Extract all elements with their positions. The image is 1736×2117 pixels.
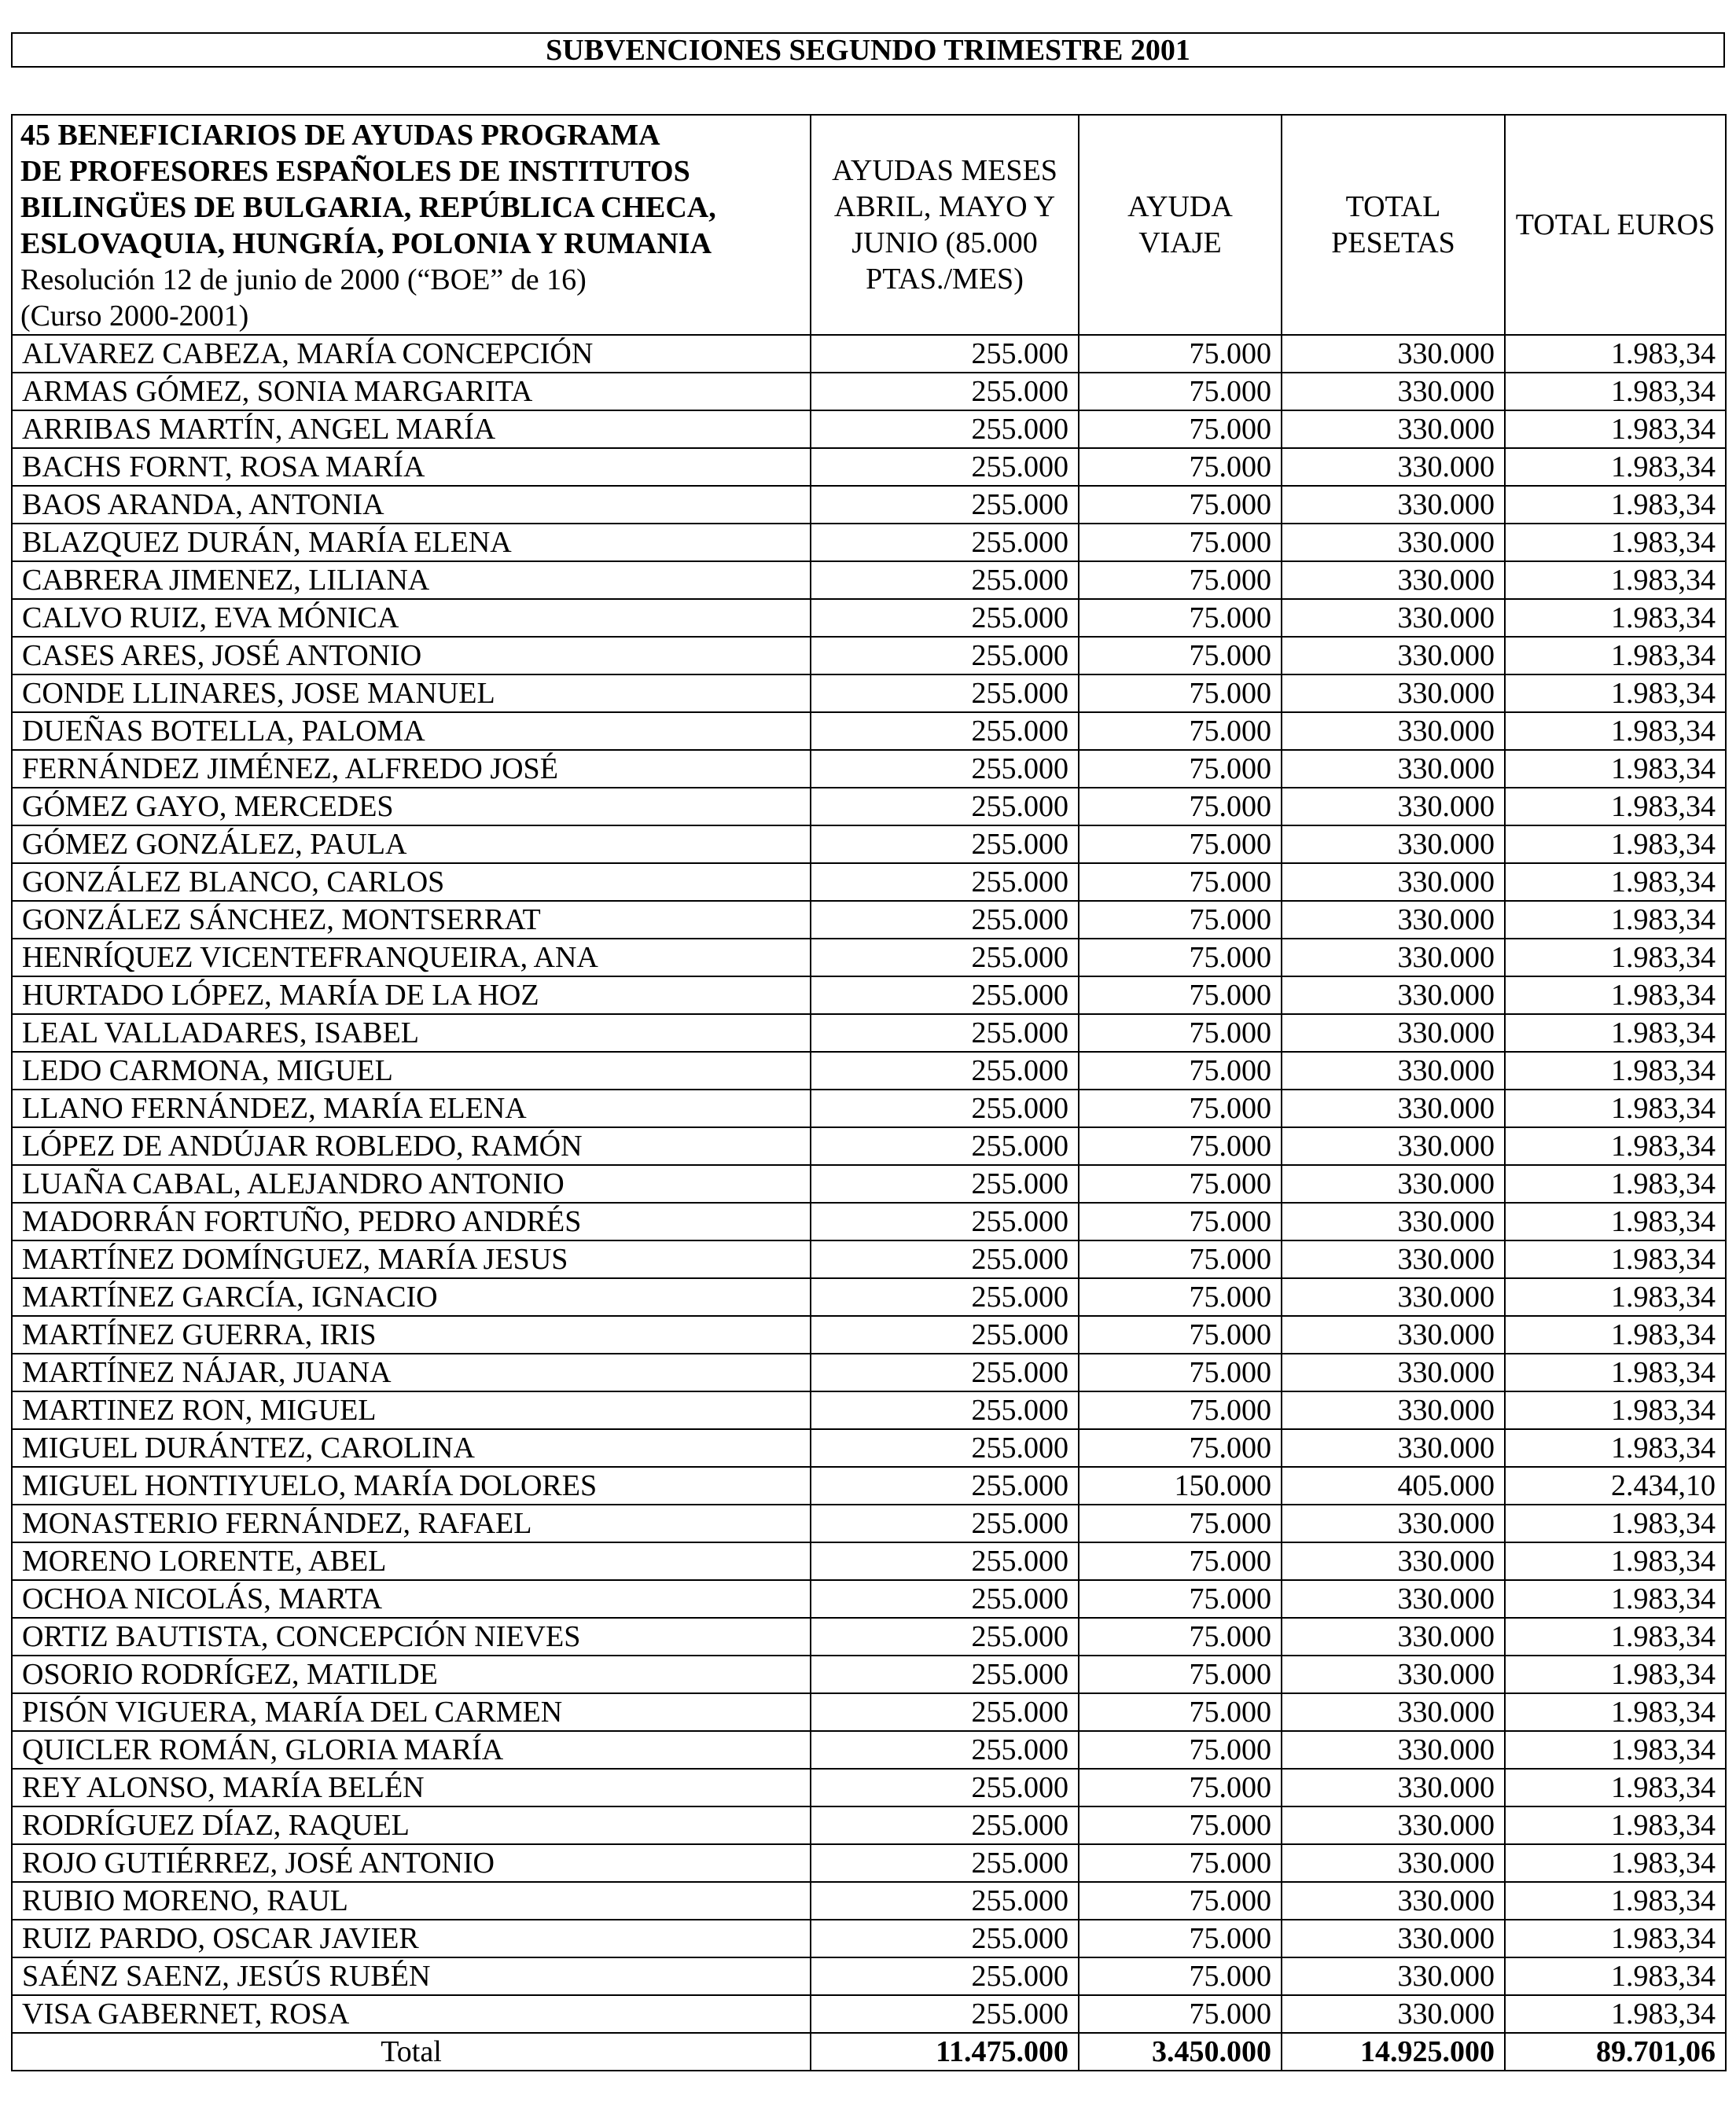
document-title-text: SUBVENCIONES SEGUNDO TRIMESTRE 2001 xyxy=(546,33,1190,67)
euros-value: 1.983,34 xyxy=(1505,599,1726,637)
beneficiary-name: MADORRÁN FORTUÑO, PEDRO ANDRÉS xyxy=(12,1203,811,1240)
pesetas-value: 330.000 xyxy=(1282,561,1505,599)
ayudas-value: 255.000 xyxy=(811,863,1079,901)
viaje-value: 75.000 xyxy=(1079,561,1282,599)
header-description xyxy=(12,115,811,335)
euros-value: 1.983,34 xyxy=(1505,448,1726,486)
viaje-value: 75.000 xyxy=(1079,1203,1282,1240)
viaje-value: 75.000 xyxy=(1079,486,1282,524)
table-row xyxy=(12,1542,1726,1580)
ayudas-value: 255.000 xyxy=(811,1844,1079,1882)
viaje-value: 75.000 xyxy=(1079,448,1282,486)
euros-value: 1.983,34 xyxy=(1505,1920,1726,1957)
euros-value: 1.983,34 xyxy=(1505,1806,1726,1844)
viaje-value: 75.000 xyxy=(1079,637,1282,674)
euros-value: 1.983,34 xyxy=(1505,1542,1726,1580)
beneficiary-name: CASES ARES, JOSÉ ANTONIO xyxy=(12,637,811,674)
viaje-value: 75.000 xyxy=(1079,524,1282,561)
viaje-value: 75.000 xyxy=(1079,1127,1282,1165)
euros-value: 1.983,34 xyxy=(1505,1052,1726,1090)
euros-value: 1.983,34 xyxy=(1505,825,1726,863)
euros-value: 1.983,34 xyxy=(1505,1769,1726,1806)
viaje-value: 75.000 xyxy=(1079,599,1282,637)
beneficiary-name: ORTIZ BAUTISTA, CONCEPCIÓN NIEVES xyxy=(12,1618,811,1656)
header-ayudas-meses: AYUDAS MESES ABRIL, MAYO Y JUNIO (85.000 PTAS./MES) xyxy=(811,115,1079,335)
table-row xyxy=(12,901,1726,939)
viaje-value: 75.000 xyxy=(1079,335,1282,373)
pesetas-value: 330.000 xyxy=(1282,750,1505,788)
euros-value: 1.983,34 xyxy=(1505,1844,1726,1882)
viaje-value: 75.000 xyxy=(1079,674,1282,712)
euros-value: 1.983,34 xyxy=(1505,750,1726,788)
euros-value: 1.983,34 xyxy=(1505,1656,1726,1693)
pesetas-value: 330.000 xyxy=(1282,939,1505,976)
beneficiary-name: ALVAREZ CABEZA, MARÍA CONCEPCIÓN xyxy=(12,335,811,373)
ayudas-value: 255.000 xyxy=(811,788,1079,825)
viaje-value: 75.000 xyxy=(1079,1165,1282,1203)
euros-value: 1.983,34 xyxy=(1505,1580,1726,1618)
beneficiary-name: BAOS ARANDA, ANTONIA xyxy=(12,486,811,524)
euros-value: 1.983,34 xyxy=(1505,1165,1726,1203)
pesetas-value: 330.000 xyxy=(1282,1618,1505,1656)
pesetas-value: 330.000 xyxy=(1282,1052,1505,1090)
beneficiary-name: LEDO CARMONA, MIGUEL xyxy=(12,1052,811,1090)
euros-value: 1.983,34 xyxy=(1505,712,1726,750)
resolution-line: Resolución 12 de junio de 2000 (“BOE” de 16) xyxy=(20,263,587,296)
beneficiary-name: FERNÁNDEZ JIMÉNEZ, ALFREDO JOSÉ xyxy=(12,750,811,788)
pesetas-value: 330.000 xyxy=(1282,1014,1505,1052)
pesetas-value: 330.000 xyxy=(1282,1090,1505,1127)
header-total-euros: TOTAL EUROS xyxy=(1505,115,1726,335)
euros-value: 2.434,10 xyxy=(1505,1467,1726,1505)
table-row xyxy=(12,1165,1726,1203)
beneficiary-name: MIGUEL DURÁNTEZ, CAROLINA xyxy=(12,1429,811,1467)
table-row xyxy=(12,1844,1726,1882)
viaje-value: 75.000 xyxy=(1079,1354,1282,1391)
ayudas-value: 255.000 xyxy=(811,335,1079,373)
euros-value: 1.983,34 xyxy=(1505,1316,1726,1354)
euros-value: 1.983,34 xyxy=(1505,1127,1726,1165)
pesetas-value: 330.000 xyxy=(1282,1731,1505,1769)
beneficiary-name: GÓMEZ GONZÁLEZ, PAULA xyxy=(12,825,811,863)
table-row xyxy=(12,599,1726,637)
ayudas-value: 255.000 xyxy=(811,1165,1079,1203)
pesetas-value: 330.000 xyxy=(1282,637,1505,674)
viaje-value: 75.000 xyxy=(1079,373,1282,410)
euros-value: 1.983,34 xyxy=(1505,1882,1726,1920)
euros-value: 1.983,34 xyxy=(1505,1090,1726,1127)
table-row xyxy=(12,335,1726,373)
euros-value: 1.983,34 xyxy=(1505,1693,1726,1731)
beneficiary-name: BACHS FORNT, ROSA MARÍA xyxy=(12,448,811,486)
pesetas-value: 330.000 xyxy=(1282,1354,1505,1391)
euros-value: 1.983,34 xyxy=(1505,1278,1726,1316)
beneficiary-name: MARTÍNEZ DOMÍNGUEZ, MARÍA JESUS xyxy=(12,1240,811,1278)
header-ayuda-viaje: AYUDA VIAJE xyxy=(1079,115,1282,335)
table-row xyxy=(12,1467,1726,1505)
table-row xyxy=(12,1316,1726,1354)
euros-value: 1.983,34 xyxy=(1505,1203,1726,1240)
table-row xyxy=(12,637,1726,674)
viaje-value: 75.000 xyxy=(1079,901,1282,939)
beneficiary-name: PISÓN VIGUERA, MARÍA DEL CARMEN xyxy=(12,1693,811,1731)
table-row xyxy=(12,1693,1726,1731)
beneficiary-name: CALVO RUIZ, EVA MÓNICA xyxy=(12,599,811,637)
description-line: DE PROFESORES ESPAÑOLES DE INSTITUTOS xyxy=(20,155,690,188)
ayudas-value: 255.000 xyxy=(811,1467,1079,1505)
beneficiary-name: LLANO FERNÁNDEZ, MARÍA ELENA xyxy=(12,1090,811,1127)
beneficiary-name: OCHOA NICOLÁS, MARTA xyxy=(12,1580,811,1618)
pesetas-value: 330.000 xyxy=(1282,1769,1505,1806)
ayudas-value: 255.000 xyxy=(811,1354,1079,1391)
table-row xyxy=(12,1127,1726,1165)
table-row xyxy=(12,788,1726,825)
description-line: 45 BENEFICIARIOS DE AYUDAS PROGRAMA xyxy=(20,119,660,152)
ayudas-value: 255.000 xyxy=(811,1957,1079,1995)
viaje-value: 75.000 xyxy=(1079,1769,1282,1806)
beneficiary-name: RUBIO MORENO, RAUL xyxy=(12,1882,811,1920)
ayudas-value: 255.000 xyxy=(811,939,1079,976)
pesetas-value: 330.000 xyxy=(1282,1391,1505,1429)
viaje-value: 75.000 xyxy=(1079,1957,1282,1995)
table-header-row xyxy=(12,115,1726,335)
table-row xyxy=(12,1920,1726,1957)
table-row xyxy=(12,1995,1726,2033)
viaje-value: 75.000 xyxy=(1079,1580,1282,1618)
pesetas-value: 330.000 xyxy=(1282,524,1505,561)
description-line: ESLOVAQUIA, HUNGRÍA, POLONIA Y RUMANIA xyxy=(20,227,712,260)
table-row xyxy=(12,1014,1726,1052)
beneficiary-name: MONASTERIO FERNÁNDEZ, RAFAEL xyxy=(12,1505,811,1542)
pesetas-value: 330.000 xyxy=(1282,1429,1505,1467)
pesetas-value: 330.000 xyxy=(1282,1165,1505,1203)
pesetas-value: 330.000 xyxy=(1282,1882,1505,1920)
euros-value: 1.983,34 xyxy=(1505,373,1726,410)
viaje-value: 75.000 xyxy=(1079,1505,1282,1542)
table-row xyxy=(12,410,1726,448)
ayudas-value: 255.000 xyxy=(811,1769,1079,1806)
beneficiary-name: RODRÍGUEZ DÍAZ, RAQUEL xyxy=(12,1806,811,1844)
viaje-value: 75.000 xyxy=(1079,1090,1282,1127)
euros-value: 1.983,34 xyxy=(1505,901,1726,939)
pesetas-value: 330.000 xyxy=(1282,1278,1505,1316)
pesetas-value: 330.000 xyxy=(1282,1127,1505,1165)
ayudas-value: 255.000 xyxy=(811,1203,1079,1240)
viaje-value: 150.000 xyxy=(1079,1467,1282,1505)
ayudas-value: 255.000 xyxy=(811,486,1079,524)
euros-value: 1.983,34 xyxy=(1505,863,1726,901)
ayudas-value: 255.000 xyxy=(811,712,1079,750)
table-row xyxy=(12,486,1726,524)
ayudas-value: 255.000 xyxy=(811,750,1079,788)
table-row xyxy=(12,373,1726,410)
pesetas-value: 330.000 xyxy=(1282,1505,1505,1542)
euros-value: 1.983,34 xyxy=(1505,410,1726,448)
ayudas-value: 255.000 xyxy=(811,1505,1079,1542)
viaje-value: 75.000 xyxy=(1079,1882,1282,1920)
ayudas-value: 255.000 xyxy=(811,561,1079,599)
beneficiary-name: GÓMEZ GAYO, MERCEDES xyxy=(12,788,811,825)
pesetas-value: 330.000 xyxy=(1282,599,1505,637)
ayudas-value: 255.000 xyxy=(811,448,1079,486)
euros-value: 1.983,34 xyxy=(1505,1240,1726,1278)
viaje-value: 75.000 xyxy=(1079,1278,1282,1316)
total-viaje: 3.450.000 xyxy=(1079,2033,1282,2071)
total-pesetas: 14.925.000 xyxy=(1282,2033,1505,2071)
ayudas-value: 255.000 xyxy=(811,1316,1079,1354)
beneficiary-name: REY ALONSO, MARÍA BELÉN xyxy=(12,1769,811,1806)
beneficiary-name: RUIZ PARDO, OSCAR JAVIER xyxy=(12,1920,811,1957)
euros-value: 1.983,34 xyxy=(1505,637,1726,674)
pesetas-value: 330.000 xyxy=(1282,1920,1505,1957)
ayudas-value: 255.000 xyxy=(811,1995,1079,2033)
pesetas-value: 330.000 xyxy=(1282,373,1505,410)
beneficiary-name: QUICLER ROMÁN, GLORIA MARÍA xyxy=(12,1731,811,1769)
euros-value: 1.983,34 xyxy=(1505,486,1726,524)
ayudas-value: 255.000 xyxy=(811,825,1079,863)
pesetas-value: 330.000 xyxy=(1282,863,1505,901)
pesetas-value: 330.000 xyxy=(1282,788,1505,825)
viaje-value: 75.000 xyxy=(1079,825,1282,863)
table-row xyxy=(12,1806,1726,1844)
viaje-value: 75.000 xyxy=(1079,976,1282,1014)
pesetas-value: 330.000 xyxy=(1282,1844,1505,1882)
description-line: BILINGÜES DE BULGARIA, REPÚBLICA CHECA, xyxy=(20,191,716,224)
viaje-value: 75.000 xyxy=(1079,410,1282,448)
ayudas-value: 255.000 xyxy=(811,1090,1079,1127)
table-row xyxy=(12,674,1726,712)
table-row xyxy=(12,976,1726,1014)
header-total-pesetas: TOTAL PESETAS xyxy=(1282,115,1505,335)
viaje-value: 75.000 xyxy=(1079,1429,1282,1467)
ayudas-value: 255.000 xyxy=(811,524,1079,561)
ayudas-value: 255.000 xyxy=(811,674,1079,712)
viaje-value: 75.000 xyxy=(1079,1391,1282,1429)
table-row xyxy=(12,561,1726,599)
viaje-value: 75.000 xyxy=(1079,1731,1282,1769)
pesetas-value: 330.000 xyxy=(1282,1203,1505,1240)
table-row xyxy=(12,1278,1726,1316)
viaje-value: 75.000 xyxy=(1079,1693,1282,1731)
table-row xyxy=(12,1240,1726,1278)
ayudas-value: 255.000 xyxy=(811,1693,1079,1731)
table-row xyxy=(12,1052,1726,1090)
table-row xyxy=(12,1731,1726,1769)
euros-value: 1.983,34 xyxy=(1505,1391,1726,1429)
viaje-value: 75.000 xyxy=(1079,1618,1282,1656)
viaje-value: 75.000 xyxy=(1079,1542,1282,1580)
viaje-value: 75.000 xyxy=(1079,788,1282,825)
pesetas-value: 330.000 xyxy=(1282,448,1505,486)
beneficiary-name: LUAÑA CABAL, ALEJANDRO ANTONIO xyxy=(12,1165,811,1203)
beneficiary-name: MARTÍNEZ GARCÍA, IGNACIO xyxy=(12,1278,811,1316)
pesetas-value: 330.000 xyxy=(1282,976,1505,1014)
viaje-value: 75.000 xyxy=(1079,1240,1282,1278)
ayudas-value: 255.000 xyxy=(811,373,1079,410)
table-row xyxy=(12,1957,1726,1995)
pesetas-value: 330.000 xyxy=(1282,1656,1505,1693)
ayudas-value: 255.000 xyxy=(811,1542,1079,1580)
euros-value: 1.983,34 xyxy=(1505,939,1726,976)
table-row xyxy=(12,863,1726,901)
pesetas-value: 330.000 xyxy=(1282,825,1505,863)
ayudas-value: 255.000 xyxy=(811,1806,1079,1844)
table-row xyxy=(12,1618,1726,1656)
viaje-value: 75.000 xyxy=(1079,1806,1282,1844)
total-row xyxy=(12,2033,1726,2071)
table-body xyxy=(12,335,1726,2033)
beneficiary-name: HENRÍQUEZ VICENTEFRANQUEIRA, ANA xyxy=(12,939,811,976)
viaje-value: 75.000 xyxy=(1079,863,1282,901)
beneficiary-name: VISA GABERNET, ROSA xyxy=(12,1995,811,2033)
beneficiary-name: LÓPEZ DE ANDÚJAR ROBLEDO, RAMÓN xyxy=(12,1127,811,1165)
pesetas-value: 330.000 xyxy=(1282,1693,1505,1731)
ayudas-value: 255.000 xyxy=(811,1882,1079,1920)
euros-value: 1.983,34 xyxy=(1505,674,1726,712)
pesetas-value: 330.000 xyxy=(1282,901,1505,939)
viaje-value: 75.000 xyxy=(1079,1656,1282,1693)
viaje-value: 75.000 xyxy=(1079,712,1282,750)
total-ayudas: 11.475.000 xyxy=(811,2033,1079,2071)
euros-value: 1.983,34 xyxy=(1505,1014,1726,1052)
table-row xyxy=(12,1769,1726,1806)
pesetas-value: 330.000 xyxy=(1282,674,1505,712)
ayudas-value: 255.000 xyxy=(811,1052,1079,1090)
table-row xyxy=(12,825,1726,863)
ayudas-value: 255.000 xyxy=(811,1391,1079,1429)
euros-value: 1.983,34 xyxy=(1505,1731,1726,1769)
beneficiary-name: MORENO LORENTE, ABEL xyxy=(12,1542,811,1580)
beneficiary-name: ARRIBAS MARTÍN, ANGEL MARÍA xyxy=(12,410,811,448)
euros-value: 1.983,34 xyxy=(1505,1505,1726,1542)
table-row xyxy=(12,1580,1726,1618)
beneficiary-name: MIGUEL HONTIYUELO, MARÍA DOLORES xyxy=(12,1467,811,1505)
beneficiaries-table xyxy=(11,114,1727,2071)
ayudas-value: 255.000 xyxy=(811,637,1079,674)
beneficiary-name: LEAL VALLADARES, ISABEL xyxy=(12,1014,811,1052)
beneficiary-name: MARTÍNEZ NÁJAR, JUANA xyxy=(12,1354,811,1391)
table-row xyxy=(12,1656,1726,1693)
beneficiary-name: DUEÑAS BOTELLA, PALOMA xyxy=(12,712,811,750)
beneficiary-name: MARTINEZ RON, MIGUEL xyxy=(12,1391,811,1429)
pesetas-value: 330.000 xyxy=(1282,335,1505,373)
table-row xyxy=(12,1203,1726,1240)
euros-value: 1.983,34 xyxy=(1505,1429,1726,1467)
beneficiary-name: OSORIO RODRÍGEZ, MATILDE xyxy=(12,1656,811,1693)
table-row xyxy=(12,1354,1726,1391)
ayudas-value: 255.000 xyxy=(811,1731,1079,1769)
euros-value: 1.983,34 xyxy=(1505,561,1726,599)
pesetas-value: 330.000 xyxy=(1282,1542,1505,1580)
pesetas-value: 405.000 xyxy=(1282,1467,1505,1505)
ayudas-value: 255.000 xyxy=(811,1429,1079,1467)
table-row xyxy=(12,1505,1726,1542)
viaje-value: 75.000 xyxy=(1079,1920,1282,1957)
table-row xyxy=(12,750,1726,788)
beneficiary-name: SAÉNZ SAENZ, JESÚS RUBÉN xyxy=(12,1957,811,1995)
ayudas-value: 255.000 xyxy=(811,1278,1079,1316)
euros-value: 1.983,34 xyxy=(1505,788,1726,825)
euros-value: 1.983,34 xyxy=(1505,1618,1726,1656)
pesetas-value: 330.000 xyxy=(1282,1957,1505,1995)
viaje-value: 75.000 xyxy=(1079,939,1282,976)
beneficiary-name: CABRERA JIMENEZ, LILIANA xyxy=(12,561,811,599)
ayudas-value: 255.000 xyxy=(811,901,1079,939)
viaje-value: 75.000 xyxy=(1079,1995,1282,2033)
ayudas-value: 255.000 xyxy=(811,1580,1079,1618)
table-row xyxy=(12,1882,1726,1920)
table-row xyxy=(12,1391,1726,1429)
beneficiary-name: GONZÁLEZ SÁNCHEZ, MONTSERRAT xyxy=(12,901,811,939)
ayudas-value: 255.000 xyxy=(811,1240,1079,1278)
beneficiary-name: ARMAS GÓMEZ, SONIA MARGARITA xyxy=(12,373,811,410)
course-line: (Curso 2000-2001) xyxy=(20,300,249,333)
ayudas-value: 255.000 xyxy=(811,1014,1079,1052)
euros-value: 1.983,34 xyxy=(1505,976,1726,1014)
ayudas-value: 255.000 xyxy=(811,976,1079,1014)
euros-value: 1.983,34 xyxy=(1505,1354,1726,1391)
ayudas-value: 255.000 xyxy=(811,1656,1079,1693)
pesetas-value: 330.000 xyxy=(1282,486,1505,524)
ayudas-value: 255.000 xyxy=(811,410,1079,448)
euros-value: 1.983,34 xyxy=(1505,1957,1726,1995)
pesetas-value: 330.000 xyxy=(1282,712,1505,750)
ayudas-value: 255.000 xyxy=(811,1127,1079,1165)
euros-value: 1.983,34 xyxy=(1505,335,1726,373)
table-row xyxy=(12,524,1726,561)
viaje-value: 75.000 xyxy=(1079,1316,1282,1354)
viaje-value: 75.000 xyxy=(1079,1844,1282,1882)
beneficiary-name: MARTÍNEZ GUERRA, IRIS xyxy=(12,1316,811,1354)
beneficiary-name: CONDE LLINARES, JOSE MANUEL xyxy=(12,674,811,712)
total-euros: 89.701,06 xyxy=(1505,2033,1726,2071)
pesetas-value: 330.000 xyxy=(1282,1316,1505,1354)
table-row xyxy=(12,712,1726,750)
viaje-value: 75.000 xyxy=(1079,1052,1282,1090)
pesetas-value: 330.000 xyxy=(1282,410,1505,448)
pesetas-value: 330.000 xyxy=(1282,1240,1505,1278)
beneficiary-name: HURTADO LÓPEZ, MARÍA DE LA HOZ xyxy=(12,976,811,1014)
table-row xyxy=(12,448,1726,486)
pesetas-value: 330.000 xyxy=(1282,1580,1505,1618)
euros-value: 1.983,34 xyxy=(1505,1995,1726,2033)
pesetas-value: 330.000 xyxy=(1282,1995,1505,2033)
beneficiary-name: GONZÁLEZ BLANCO, CARLOS xyxy=(12,863,811,901)
euros-value: 1.983,34 xyxy=(1505,524,1726,561)
viaje-value: 75.000 xyxy=(1079,1014,1282,1052)
document-title xyxy=(11,32,1725,68)
ayudas-value: 255.000 xyxy=(811,1618,1079,1656)
viaje-value: 75.000 xyxy=(1079,750,1282,788)
beneficiary-name: BLAZQUEZ DURÁN, MARÍA ELENA xyxy=(12,524,811,561)
table-row xyxy=(12,1429,1726,1467)
total-label: Total xyxy=(12,2033,811,2071)
pesetas-value: 330.000 xyxy=(1282,1806,1505,1844)
table-row xyxy=(12,939,1726,976)
ayudas-value: 255.000 xyxy=(811,1920,1079,1957)
table-row xyxy=(12,1090,1726,1127)
beneficiary-name: ROJO GUTIÉRREZ, JOSÉ ANTONIO xyxy=(12,1844,811,1882)
ayudas-value: 255.000 xyxy=(811,599,1079,637)
